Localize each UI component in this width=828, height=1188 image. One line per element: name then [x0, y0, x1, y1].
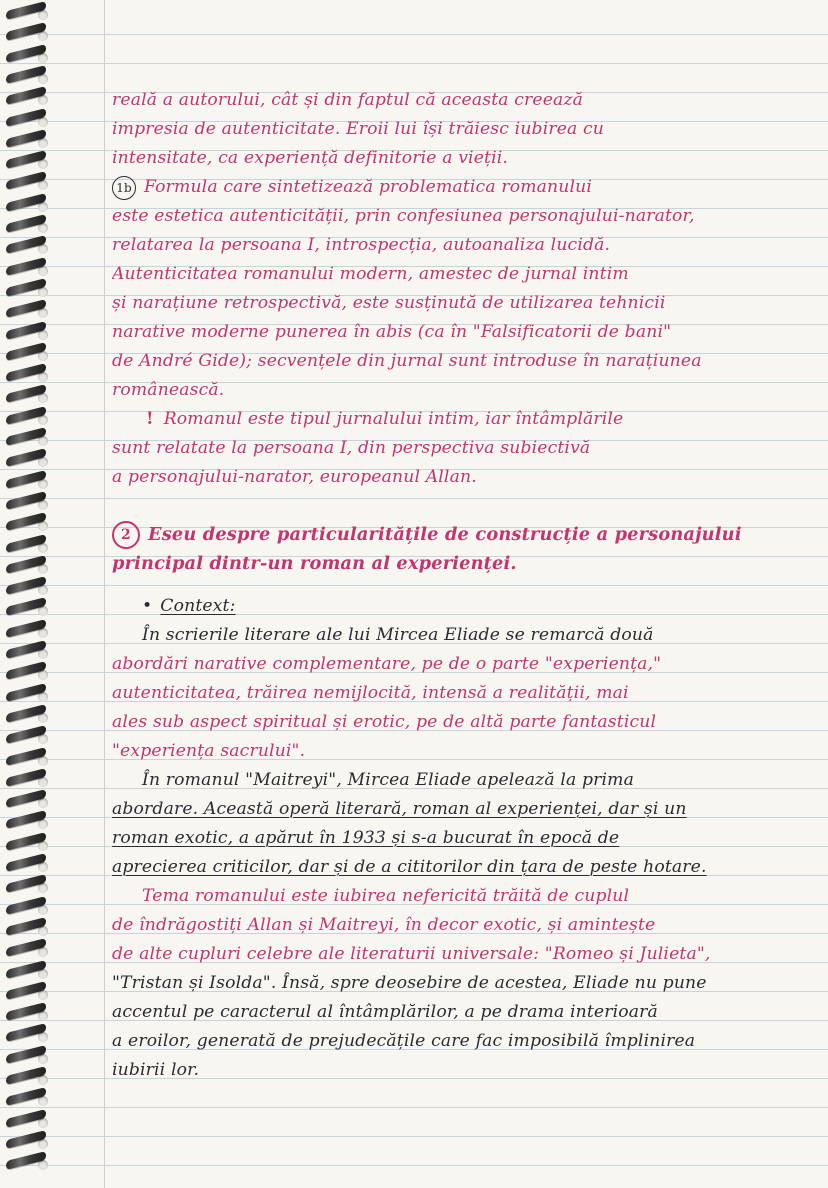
binding-hole	[38, 819, 48, 829]
exclamation-mark: !	[146, 409, 154, 429]
spacer	[112, 492, 818, 506]
text-line: de alte cupluri celebre ale literaturii universale: "Romeo și Julieta",	[112, 944, 711, 964]
binding-hole	[38, 521, 48, 531]
binding-hole	[38, 95, 48, 105]
text-span: Romanul este tipul jurnalului intim, iar întâmplările	[163, 409, 624, 429]
binding-hole	[38, 244, 48, 254]
text-line: Tema romanului este iubirea nefericită trăită de cuplul	[142, 886, 630, 906]
bullet-icon: •	[142, 596, 153, 616]
text-line: narative moderne punerea în abis (ca în "Falsificatorii de bani"	[112, 322, 672, 342]
binding-hole	[38, 883, 48, 893]
text-line: Autenticitatea romanului modern, amestec de jurnal intim	[112, 264, 629, 284]
text-line: abordare. Această operă literară, roman al experienței, dar și un	[112, 799, 687, 819]
handwritten-notes	[112, 86, 818, 1085]
text-line: autenticitatea, trăirea nemijlocită, intensă a realității, mai	[112, 683, 629, 703]
binding-hole	[38, 606, 48, 616]
binding-hole	[38, 31, 48, 41]
text-span: Formula care sintetizează problematica romanului	[144, 177, 592, 197]
heading-text: Eseu despre particularitățile de construcție a personajului	[148, 524, 742, 545]
text-line: intensitate, ca experiență definitorie a vieții.	[112, 148, 508, 168]
text-line: relatarea la persoana I, introspecția, autoanaliza lucidă.	[112, 235, 611, 255]
binding-hole	[38, 947, 48, 957]
section-number-badge: 2	[112, 521, 140, 549]
essay-heading-line-2: principal dintr-un roman al experienței.	[112, 553, 517, 574]
binding-hole	[38, 1096, 48, 1106]
text-line: aprecierea criticilor, dar și de a cititorilor din țara de peste hotare.	[112, 857, 707, 877]
binding-hole	[38, 393, 48, 403]
binding-hole	[38, 457, 48, 467]
text-line	[112, 405, 818, 434]
text-line: este estetica autenticității, prin confesiunea personajului-narator,	[112, 206, 695, 226]
text-line: de îndrăgostiți Allan și Maitreyi, în decor exotic, și amintește	[112, 915, 656, 935]
context-label: Context:	[160, 596, 236, 616]
text-line: reală a autorului, cât și din faptul că aceasta creează	[112, 90, 584, 110]
text-line: ales sub aspect spiritual și erotic, pe de altă parte fantasticul	[112, 712, 657, 732]
item-number-badge: 1b	[112, 176, 136, 200]
binding-hole	[38, 1032, 48, 1042]
text-line	[112, 173, 818, 202]
text-line: În romanul "Maitreyi", Mircea Eliade apelează la prima	[142, 770, 635, 790]
text-line: românească.	[112, 380, 225, 400]
text-line: roman exotic, a apărut în 1933 și s-a bucurat în epocă de	[112, 828, 620, 848]
essay-heading	[112, 520, 818, 549]
binding-hole	[38, 1160, 48, 1170]
text-line: impresia de autenticitate. Eroii lui își trăiesc iubirea cu	[112, 119, 605, 139]
spacer	[112, 506, 818, 520]
context-subheading	[112, 592, 818, 621]
text-line: iubirii lor.	[112, 1060, 200, 1080]
text-line: "Tristan și Isolda". Însă, spre deosebire de acestea, Eliade nu pune	[112, 973, 707, 993]
binding-hole	[38, 180, 48, 190]
text-line: și narațiune retrospectivă, este susținută de utilizarea tehnicii	[112, 293, 666, 313]
text-line: de André Gide); secvențele din jurnal sunt introduse în narațiunea	[112, 351, 702, 371]
spiral-binding	[0, 0, 52, 1188]
text-line: a personajului-narator, europeanul Allan.	[112, 467, 477, 487]
text-line: accentul pe caracterul al întâmplărilor, a pe drama interioară	[112, 1002, 658, 1022]
binding-hole	[38, 734, 48, 744]
text-line: a eroilor, generată de prejudecățile care fac imposibilă împlinirea	[112, 1031, 696, 1051]
margin-line	[104, 0, 105, 1188]
text-line: "experiența sacrului".	[112, 741, 306, 761]
binding-hole	[38, 308, 48, 318]
text-line: abordări narative complementare, pe de o parte "experiența,"	[112, 654, 662, 674]
text-line: sunt relatate la persoana I, din perspectiva subiectivă	[112, 438, 591, 458]
spacer	[112, 578, 818, 592]
binding-hole	[38, 670, 48, 680]
text-line: În scrierile literare ale lui Mircea Eliade se remarcă două	[142, 625, 654, 645]
